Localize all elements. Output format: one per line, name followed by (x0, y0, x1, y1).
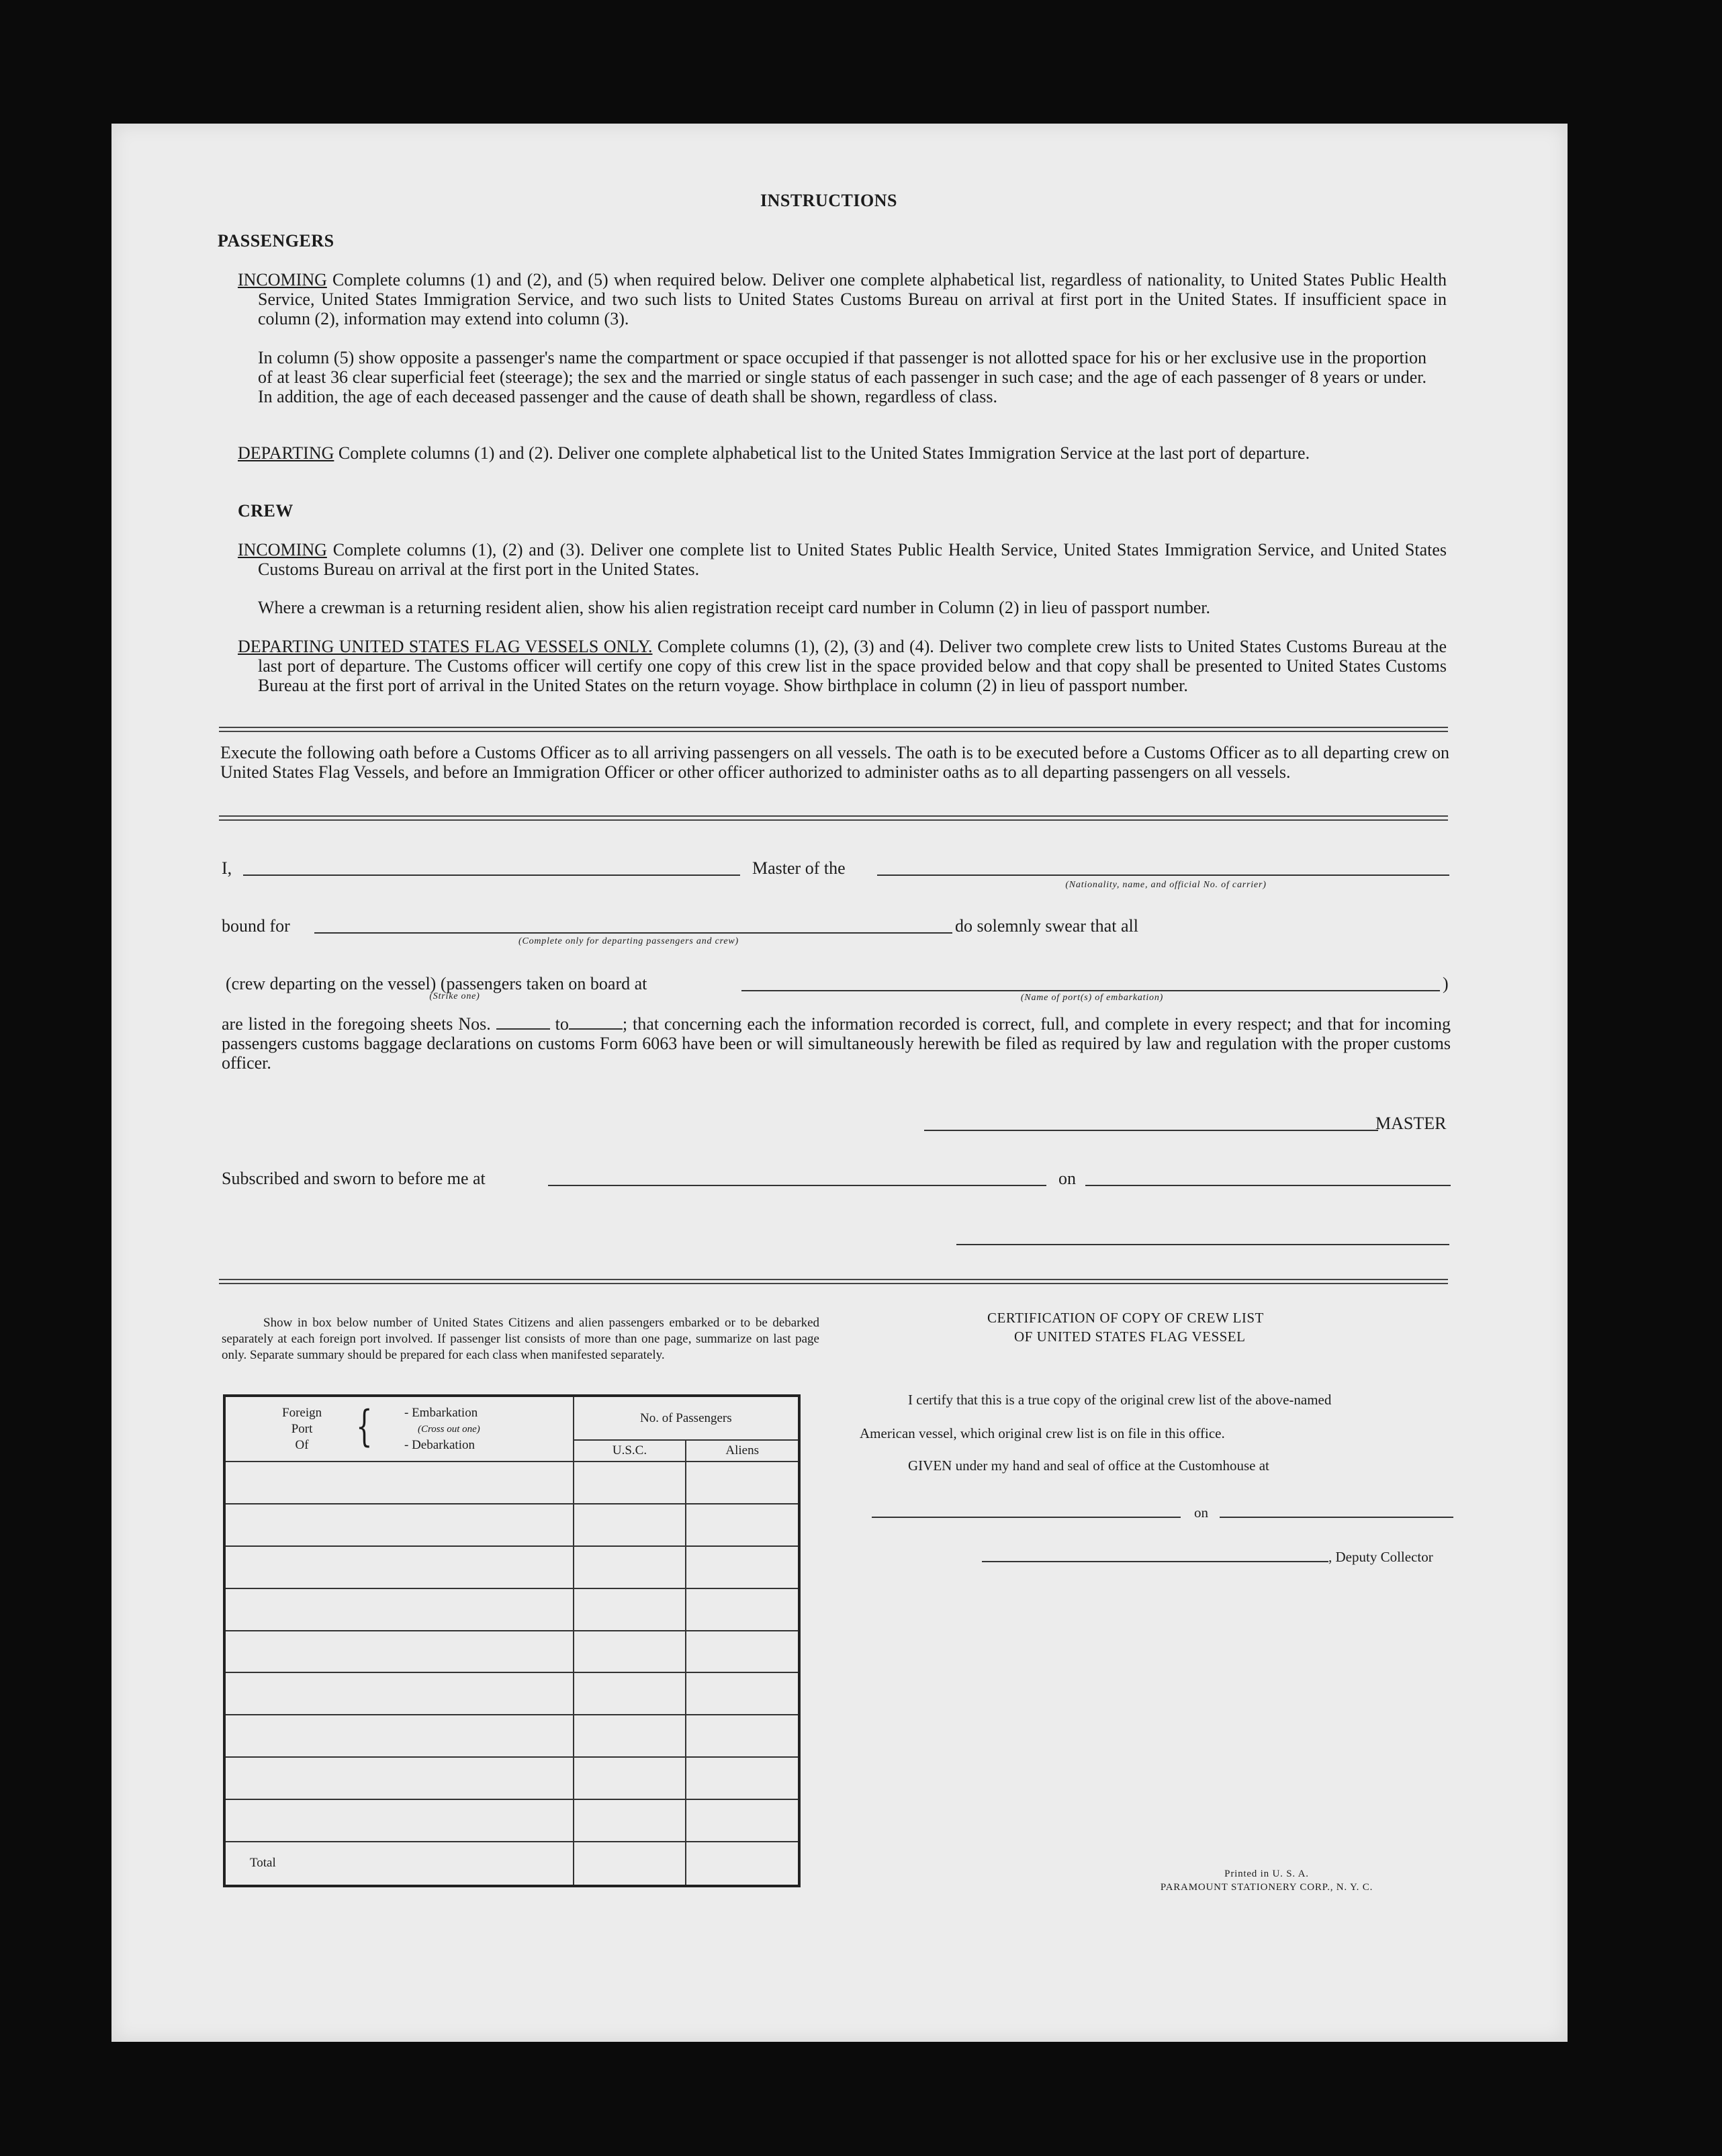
usc-total-cell[interactable] (574, 1842, 686, 1886)
instructions-title: INSTRUCTIONS (760, 191, 897, 210)
usc-header: U.S.C. (574, 1440, 686, 1462)
usc-cell[interactable] (574, 1462, 686, 1504)
crew-departing-text: (crew departing on the vessel) (passengers taken on board at (226, 974, 647, 993)
oath-intro: Execute the following oath before a Customs Officer as to all arriving passengers on all vessels. The oath is to be executed before a Customs Officer as to all departing crew on United States Flag Vessels, and before an Immigration Officer or other officer authorized to administer oaths as to all departing passengers on all vessels. (220, 743, 1449, 782)
departing-text: Complete columns (1) and (2). Deliver one complete alphabetical list to the United States Immigration Service at the last port of departure. (334, 443, 1310, 463)
passenger-summary-table (223, 1394, 801, 1887)
aliens-cell[interactable] (686, 1631, 799, 1673)
port-cell[interactable] (224, 1799, 574, 1842)
certify-text: I certify that this is a true copy of the original crew list of the above-named (908, 1392, 1332, 1408)
debarkation-option[interactable]: - Debarkation (404, 1438, 475, 1452)
american-vessel-text: American vessel, which original crew list is on file in this office. (860, 1425, 1225, 1441)
divider-top (219, 727, 1448, 732)
deputy-signature-field[interactable] (982, 1561, 1328, 1562)
brace-icon: { (356, 1402, 373, 1451)
divider-bottom (219, 1279, 1448, 1284)
aliens-cell[interactable] (686, 1715, 799, 1757)
aliens-cell[interactable] (686, 1588, 799, 1631)
table-row (224, 1715, 799, 1757)
aliens-header: Aliens (686, 1440, 799, 1462)
port-cell[interactable] (224, 1631, 574, 1673)
usc-cell[interactable] (574, 1757, 686, 1799)
nationality-caption: (Nationality, name, and official No. of carrier) (1065, 880, 1267, 890)
subscribed-date-field[interactable] (1085, 1185, 1451, 1186)
table-row (224, 1672, 799, 1715)
name-of-ports-caption: (Name of port(s) of embarkation) (1020, 993, 1164, 1003)
crew-incoming-text: Complete columns (1), (2) and (3). Deliver one complete list to United States Public Health Service, United States Immigration Service, and United States Customs Bureau on arrival at the first port in the United States. (258, 540, 1447, 579)
crewman-paragraph: Where a crewman is a returning resident alien, show his alien registration receipt card number in Column (2) in lieu of passport number. (258, 598, 1211, 617)
port-cell[interactable] (224, 1588, 574, 1631)
usc-cell[interactable] (574, 1504, 686, 1546)
port-cell[interactable] (224, 1462, 574, 1504)
foreign-label: Foreign (282, 1406, 322, 1420)
column5-paragraph: In column (5) show opposite a passenger's name the compartment or space occupied if that passenger is not allotted space for his or her exclusive use in the proportion of at least 36 clear superficial feet (steerage); the sex and the married or single status of each passenger in such case; and the age of each passenger of 8 years or under. In addition, the age of each deceased passenger and the cause of death shall be shown, regardless of class. (258, 348, 1426, 406)
certification-title-1: CERTIFICATION OF COPY OF CREW LIST (987, 1310, 1264, 1326)
aliens-cell[interactable] (686, 1504, 799, 1546)
subscribed-text: Subscribed and sworn to before me at (222, 1169, 486, 1188)
are-listed-text: are listed in the foregoing sheets Nos. (222, 1014, 491, 1034)
complete-only-caption: (Complete only for departing passengers and crew) (518, 936, 739, 946)
table-row (224, 1631, 799, 1673)
printer-name: PARAMOUNT STATIONERY CORP., N. Y. C. (1160, 1882, 1373, 1893)
of-label: Of (295, 1438, 309, 1452)
crew-heading: CREW (238, 501, 293, 521)
oath-i-label: I, (222, 858, 232, 878)
table-row (224, 1588, 799, 1631)
usc-cell[interactable] (574, 1715, 686, 1757)
sheet-from-field[interactable] (496, 1016, 550, 1030)
master-of-the-label: Master of the (752, 858, 846, 878)
certification-date-field[interactable] (1220, 1517, 1453, 1518)
no-of-passengers-header: No. of Passengers (574, 1396, 799, 1440)
total-row (224, 1842, 799, 1886)
port-cell[interactable] (224, 1715, 574, 1757)
subscribed-place-field[interactable] (548, 1185, 1046, 1186)
aliens-total-cell[interactable] (686, 1842, 799, 1886)
incoming-label: INCOMING (238, 270, 327, 289)
printed-in-usa: Printed in U. S. A. (1224, 1869, 1309, 1879)
customhouse-field[interactable] (872, 1517, 1181, 1518)
aliens-cell[interactable] (686, 1546, 799, 1588)
bound-for-field[interactable] (314, 932, 952, 934)
port-cell[interactable] (224, 1672, 574, 1715)
table-row (224, 1757, 799, 1799)
given-text: GIVEN under my hand and seal of office at the Customhouse at (908, 1457, 1269, 1474)
carrier-field[interactable] (877, 874, 1449, 876)
table-row (224, 1504, 799, 1546)
departing-label: DEPARTING (238, 443, 334, 463)
master-label: MASTER (1375, 1114, 1447, 1133)
port-header-cell (224, 1396, 574, 1462)
port-cell[interactable] (224, 1504, 574, 1546)
port-cell[interactable] (224, 1546, 574, 1588)
departing-us-text: Complete columns (1), (2), (3) and (4). Deliver two complete crew lists to United States Customs Bureau at the last port of departure. The Customs officer will certify one copy of this crew list in the space provided below and that copy shall be presented to United States Customs Bureau at the first port of arrival in the United States on the return voyage. Show birthplace in column (2) in lieu of passport number. (258, 637, 1447, 695)
form-page (111, 124, 1568, 2042)
officer-signature-field[interactable] (956, 1244, 1449, 1245)
crew-incoming-paragraph (238, 540, 1447, 579)
usc-cell[interactable] (574, 1672, 686, 1715)
departing-us-label: DEPARTING UNITED STATES FLAG VESSELS ONLY. (238, 637, 653, 656)
subscribed-on-label: on (1058, 1169, 1076, 1188)
aliens-cell[interactable] (686, 1799, 799, 1842)
strike-one-caption: (Strike one) (429, 991, 480, 1001)
usc-cell[interactable] (574, 1588, 686, 1631)
crew-incoming-label: INCOMING (238, 540, 327, 559)
sheet-to-field[interactable] (569, 1016, 623, 1030)
port-cell[interactable] (224, 1757, 574, 1799)
summary-instructions: Show in box below number of United States Citizens and alien passengers embarked or to be debarked separately at each foreign port involved. If passenger list consists of more than one page, summarize on last page only. Separate summary should be prepared for each class when manifested separately. (222, 1316, 819, 1362)
oath-body (222, 1014, 1451, 1073)
embarkation-option[interactable]: - Embarkation (404, 1406, 478, 1420)
master-name-field[interactable] (243, 874, 740, 876)
usc-cell[interactable] (574, 1546, 686, 1588)
usc-cell[interactable] (574, 1631, 686, 1673)
divider-oath (219, 815, 1448, 821)
aliens-cell[interactable] (686, 1462, 799, 1504)
incoming-text: Complete columns (1) and (2), and (5) when required below. Deliver one complete alphabetical list, regardless of nationality, to United States Public Health Service, United States Immigration Service, and two such lists to United States Customs Bureau on arrival at first port in the United States. If insufficient space in column (2), information may extend into column (3). (258, 270, 1447, 328)
passengers-heading: PASSENGERS (218, 231, 334, 251)
master-signature-field[interactable] (924, 1130, 1378, 1131)
table-row (224, 1799, 799, 1842)
oath-rest-text: ; that concerning each the information recorded is correct, full, and complete in every respect; and that for incoming passengers customs baggage declarations on customs Form 6063 have been or will simultaneously herewith be filed as required by law and regulation with the proper customs officer. (222, 1014, 1451, 1073)
table-row (224, 1546, 799, 1588)
total-label: Total (224, 1842, 574, 1886)
passengers-departing-paragraph (238, 443, 1447, 463)
deputy-collector-label: , Deputy Collector (1328, 1549, 1433, 1565)
certification-title-2: OF UNITED STATES FLAG VESSEL (1014, 1329, 1246, 1345)
ports-of-embarkation-field[interactable] (741, 990, 1440, 991)
port-label: Port (291, 1422, 313, 1436)
imprint (1126, 1867, 1408, 1894)
to-text: to (555, 1014, 569, 1034)
cross-out-caption: (Cross out one) (418, 1424, 480, 1435)
table-row (224, 1462, 799, 1504)
departing-us-paragraph (238, 637, 1447, 695)
passengers-incoming-paragraph (238, 270, 1447, 328)
aliens-cell[interactable] (686, 1672, 799, 1715)
bound-for-label: bound for (222, 916, 290, 936)
usc-cell[interactable] (574, 1799, 686, 1842)
certification-on-label: on (1194, 1504, 1208, 1521)
aliens-cell[interactable] (686, 1757, 799, 1799)
close-paren: ) (1443, 974, 1449, 993)
swear-text: do solemnly swear that all (955, 916, 1138, 936)
